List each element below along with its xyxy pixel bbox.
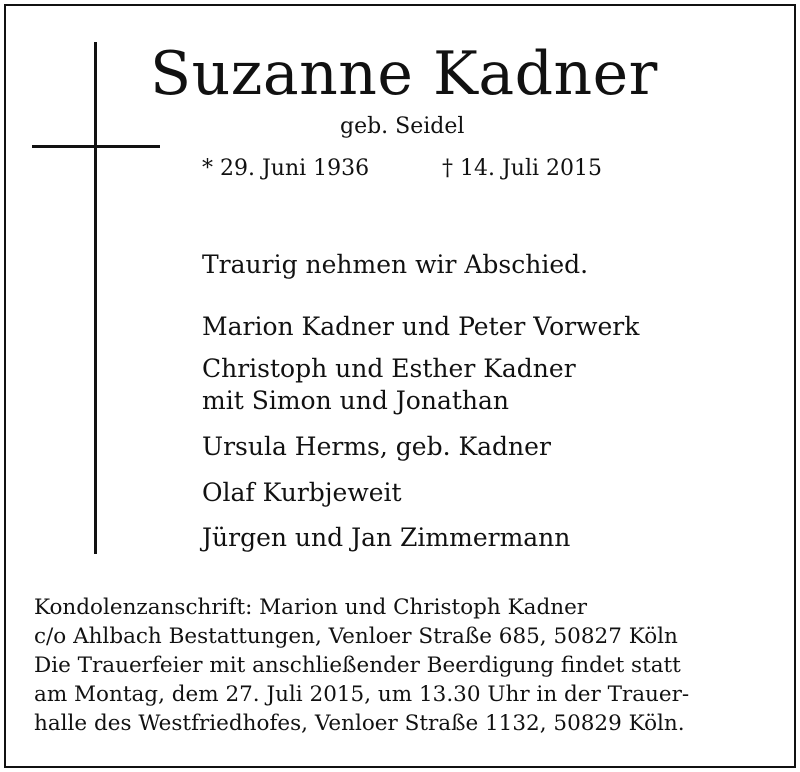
- mourner-line: Marion Kadner und Peter Vorwerk: [202, 312, 640, 341]
- mourner-line: Olaf Kurbjeweit: [202, 478, 402, 507]
- mourner-line: Jürgen und Jan Zimmermann: [202, 523, 571, 552]
- mourner-line: mit Simon und Jonathan: [202, 386, 510, 415]
- cross-icon-vertical-bar: [94, 42, 97, 554]
- condolence-address: Kondolenzanschrift: Marion und Christoph Kadner: [34, 595, 588, 620]
- birth-name: geb. Seidel: [340, 114, 465, 139]
- ceremony-info-line: Die Trauerfeier mit anschließender Beerdigung findet statt: [34, 653, 681, 678]
- ceremony-info-line: am Montag, dem 27. Juli 2015, um 13.30 Uhr in der Trauer-: [34, 682, 690, 707]
- deceased-name: Suzanne Kadner: [150, 39, 658, 109]
- cross-icon-horizontal-bar: [32, 145, 160, 148]
- birth-date: * 29. Juni 1936: [202, 156, 370, 181]
- mourner-line: Ursula Herms, geb. Kadner: [202, 432, 551, 461]
- farewell-text: Traurig nehmen wir Abschied.: [202, 250, 589, 279]
- ceremony-info-line: halle des Westfriedhofes, Venloer Straße 1132, 50829 Köln.: [34, 711, 685, 736]
- mourner-line: Christoph und Esther Kadner: [202, 354, 576, 383]
- death-date: † 14. Juli 2015: [442, 156, 603, 181]
- funeral-home-address: c/o Ahlbach Bestattungen, Venloer Straße 685, 50827 Köln: [34, 624, 678, 649]
